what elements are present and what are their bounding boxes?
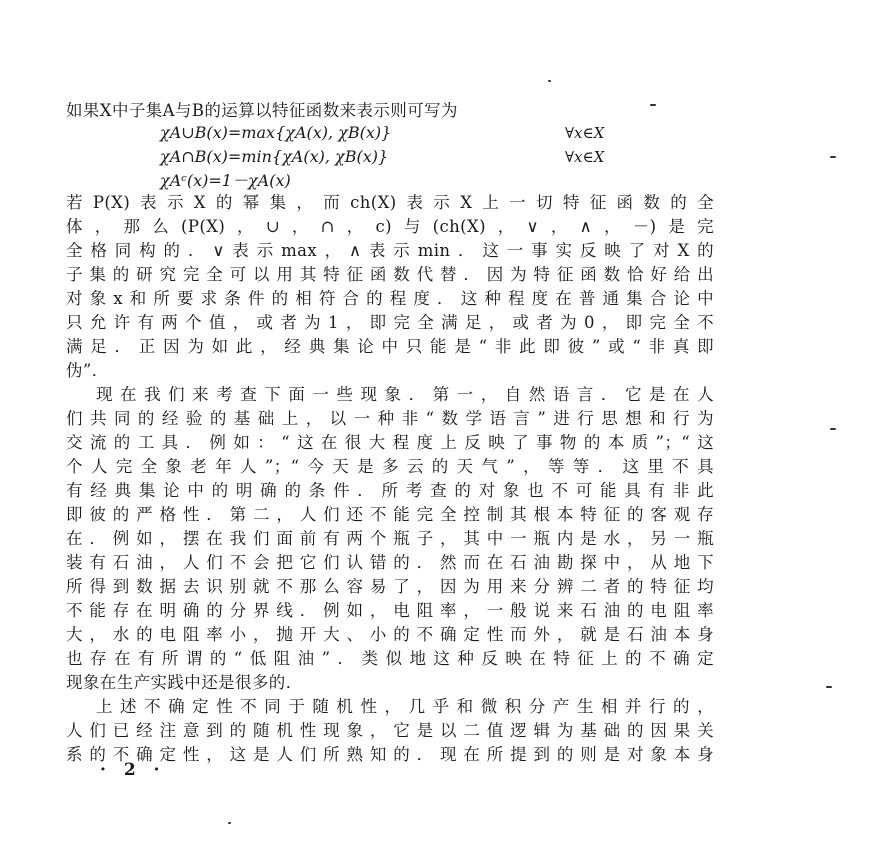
paragraph2-line: 个人完全象老年人”；“今天是多云的天气”，等等．这里不具 [66, 457, 714, 476]
paragraph3-line: 人们已经注意到的随机性现象，它是以二值逻辑为基础的因果关 [66, 721, 714, 740]
paragraph1-line: 子集的研究完全可以用其特征函数代替．因为特征函数恰好给出 [66, 265, 714, 284]
paragraph1-line: 体，那么(P(X)，∪，∩，c)与(ch(X)，∨，∧，－)是完 [66, 217, 714, 236]
paragraph3-line: 上述不确定性不同于随机性，几乎和微积分产生相并行的， [96, 697, 714, 716]
paragraph2-line: 大，水的电阻率小，抛开大、小的不确定性而外，就是石油本身 [66, 625, 714, 644]
scan-speck [830, 428, 836, 430]
paragraph1-line: 伪”． [66, 361, 109, 380]
paragraph2-line: 现在我们来考查下面一些现象．第一，自然语言．它是在人 [96, 385, 714, 404]
formula-intersection: χA∩B(x)=min{χA(x), χB(x)} [160, 147, 389, 166]
paragraph2-line: 所得到数据去识别就不那么容易了，因为用来分辨二者的特征均 [66, 577, 714, 596]
scan-speck [830, 156, 836, 158]
paragraph2-line: 在．例如，摆在我们面前有两个瓶子，其中一瓶内是水，另一瓶 [66, 529, 714, 548]
formula-union: χA∪B(x)=max{χA(x), χB(x)} [160, 123, 392, 142]
intro-line: 如果X中子集A与B的运算以特征函数来表示则可写为 [66, 101, 458, 120]
paragraph2-line: 有经典集论中的明确的条件．所考查的对象也不可能具有非此 [66, 481, 714, 500]
paragraph2-line: 即彼的严格性．第二，人们还不能完全控制其根本特征的客观存 [66, 505, 714, 524]
paragraph1-line: 只允许有两个值，或者为1，即完全满足，或者为0，即完全不 [66, 313, 714, 332]
paragraph1-line: 若P(X)表示X的幂集，而ch(X)表示X上一切特征函数的全 [66, 193, 714, 212]
scan-speck [228, 822, 231, 824]
paragraph1-line: 全格同构的．∨表示max，∧表示min．这一事实反映了对X的 [66, 241, 714, 260]
formula-intersection-quantifier: ∀x∈X [565, 148, 605, 166]
paragraph2-line: 交流的工具．例如：“这在很大程度上反映了事物的本质”；“这 [66, 433, 714, 452]
page-number: · 2 · [100, 760, 166, 780]
scan-speck [548, 80, 551, 82]
paragraph2-line: 不能存在明确的分界线．例如，电阻率，一般说来石油的电阻率 [66, 601, 714, 620]
formula-union-quantifier: ∀x∈X [565, 124, 605, 142]
scan-speck [826, 686, 832, 688]
paragraph1-line: 满足．正因为如此，经典集论中只能是“非此即彼”或“非真即 [66, 337, 714, 356]
formula-complement: χAᶜ(x)=1－χA(x) [160, 171, 291, 190]
paragraph2-line: 也存在有所谓的“低阻油”．类似地这种反映在特征上的不确定 [66, 649, 714, 668]
paragraph1-line: 对象x和所要求条件的相符合的程度．这种程度在普通集合论中 [66, 289, 714, 308]
paragraph2-line: 装有石油，人们不会把它们认错的．然而在石油勘探中，从地下 [66, 553, 714, 572]
paragraph3-line: 系的不确定性，这是人们所熟知的．现在所提到的则是对象本身 [66, 745, 714, 764]
paragraph2-line: 现象在生产实践中还是很多的． [66, 673, 303, 692]
paragraph2-line: 们共同的经验的基础上，以一种非“数学语言”进行思想和行为 [66, 409, 714, 428]
scan-speck [650, 104, 656, 106]
